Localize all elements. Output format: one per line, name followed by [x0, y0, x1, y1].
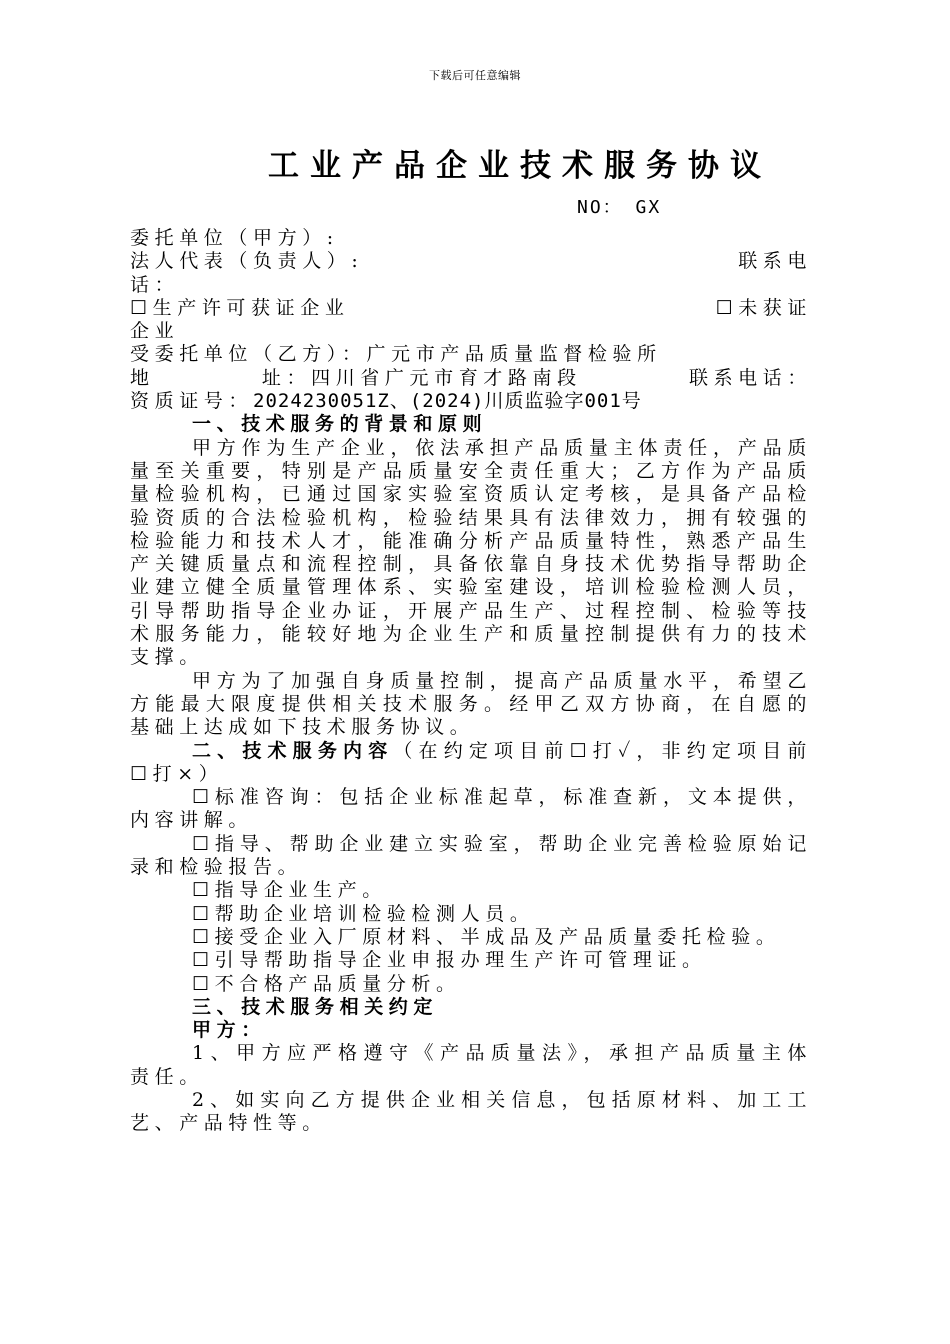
phone-line — [130, 274, 812, 297]
legal-rep-label: 法人代表（负责人）: — [130, 250, 364, 273]
contractor-name: 受委托单位（乙方）：广元市产品质量监督检验所 — [130, 343, 662, 366]
license-status-line — [130, 297, 812, 320]
section-1-paragraph-2: 甲方为了加强自身质量控制，提高产品质量水平，希望乙方能最大限度提供相关技术服务。经甲乙双方协商，在自愿的基础上达成如下技术服务协议。 — [130, 669, 812, 739]
section-1-title: 一、技术服务的背景和原则 — [192, 413, 488, 436]
phone-label-b: 话： — [130, 273, 180, 296]
address-line — [130, 367, 812, 390]
unlicensed-checkbox-label: ☐未获证 — [715, 296, 812, 319]
unlicensed-continued — [130, 320, 812, 343]
section-2-note: （在约定项目前☐打✓，非约定项目前☐打×） — [130, 739, 812, 785]
address-prefix: 地 — [130, 366, 155, 389]
document-number: NO： GX — [577, 197, 662, 218]
service-item: ☐标准咨询：包括企业标准起草，标准查新，文本提供，内容讲解。 — [130, 786, 812, 832]
client-label: 委托单位（甲方）: — [130, 227, 339, 249]
agreement-item: 2、如实向乙方提供企业相关信息，包括原材料、加工工艺、产品特性等。 — [130, 1088, 812, 1135]
section-2-heading — [130, 740, 812, 787]
document-body — [130, 227, 812, 1136]
qualification-line — [130, 390, 812, 413]
service-item: ☐引导帮助指导企业申报办理生产许可管理证。 — [192, 949, 707, 972]
section-3-title: 三、技术服务相关约定 — [192, 995, 439, 1018]
unlicensed-label-b: 企业 — [130, 320, 180, 343]
legal-rep-line — [130, 250, 812, 273]
party-a-label: 甲方： — [192, 1019, 266, 1042]
service-item: ☐不合格产品质量分析。 — [192, 972, 461, 995]
qualification-label: 资质证号： — [130, 390, 254, 413]
document-title: 工业产品企业技术服务协议 — [268, 148, 772, 184]
agreement-item: 1、甲方应严格遵守《产品质量法》，承担产品质量主体责任。 — [130, 1042, 812, 1088]
contractor-phone: 联系电话： — [688, 366, 812, 389]
address-text: 址：四川省广元市育才路南段 — [261, 366, 582, 389]
service-item: ☐指导企业生产。 — [192, 879, 387, 902]
service-item: ☐帮助企业培训检验检测人员。 — [192, 902, 535, 925]
client-line — [130, 227, 812, 250]
service-item: ☐接受企业入厂原材料、半成品及产品质量委托检验。 — [192, 925, 781, 948]
header-note: 下载后可任意编辑 — [429, 69, 521, 82]
phone-label-a: 联系电 — [738, 250, 812, 273]
contractor-line — [130, 343, 812, 366]
qualification-number: 2024230051Z、(2024)川质监验字001号 — [253, 390, 642, 413]
section-2-title: 二、技术服务内容 — [192, 739, 394, 762]
section-1-paragraph-1: 甲方作为生产企业，依法承担产品质量主体责任，产品质量至关重要，特别是产品质量安全责任重大；乙方作为产品质量检验机构，已通过国家实验室资质认定考核，是具备产品检验资质的合法检验机构，检验结果具有法律效力，拥有较强的检验能力和技术人才，能准确分析产品质量特性，熟悉产品生产关键质量点和流程控制，具备依靠自身技术优势指导帮助企业建立健全质量管理体系、实验室建设，培训检验检测人员，引导帮助指导企业办证，开展产品生产、过程控制、检验等技术服务能力，能较好地为企业生产和质量控制提供有力的技术支撑。 — [130, 436, 812, 669]
licensed-checkbox-label: ☐生产许可获证企业 — [130, 296, 350, 319]
service-item: ☐指导、帮助企业建立实验室，帮助企业完善检验原始记录和检验报告。 — [130, 832, 812, 879]
